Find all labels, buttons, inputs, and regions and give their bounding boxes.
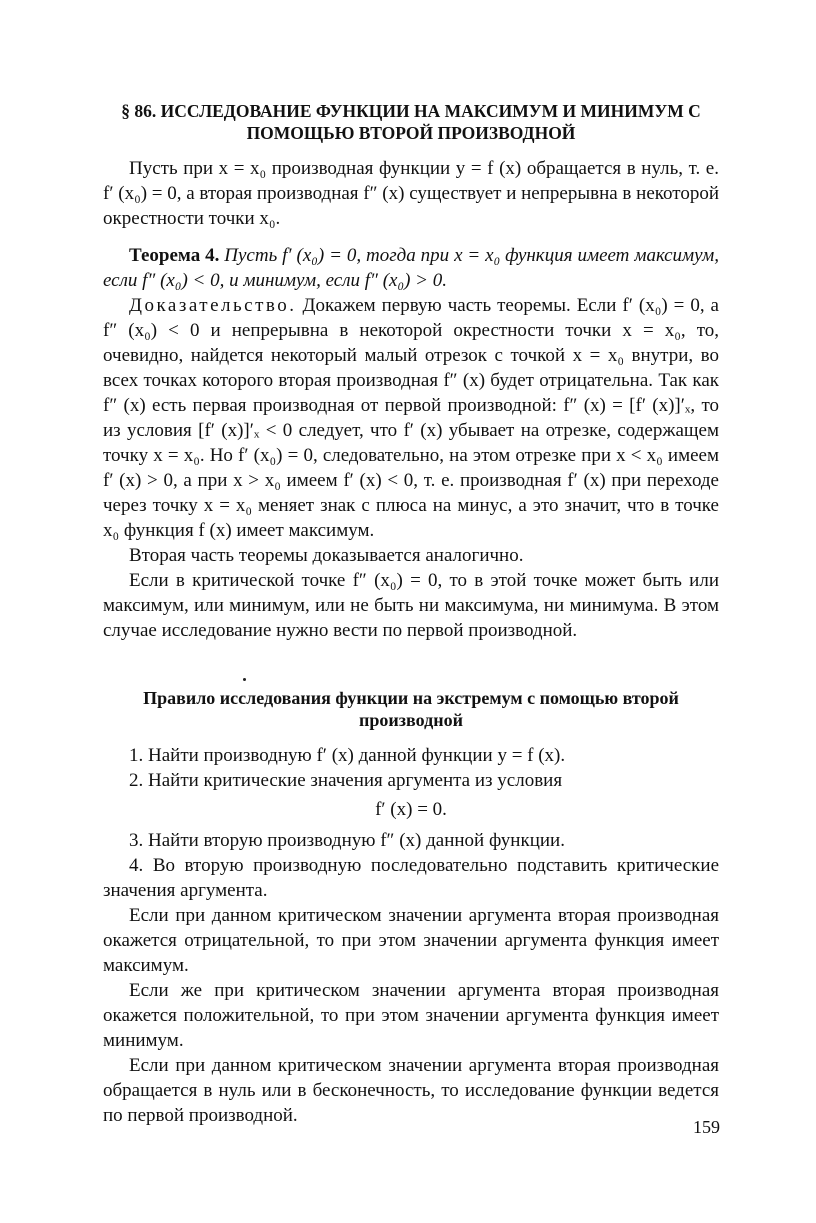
print-speck	[243, 678, 246, 681]
critical-note-paragraph: Если в критической точке f″ (x₀) = 0, то в этой точке может быть или максимум, или минимум, или не быть ни максимума, ни минимума. В этом случае исследование нужно вести по первой производной.	[103, 570, 719, 641]
proof-paragraph	[103, 293, 719, 543]
proof-label: Доказательство.	[129, 295, 297, 316]
theorem-text: Пусть f′ (x₀) = 0, тогда при x = x₀ функция имеет максимум, если f″ (x₀) < 0, и минимум, если f″ (x₀) > 0.	[103, 245, 719, 291]
theorem-paragraph	[103, 243, 719, 293]
rule-step-3: 3. Найти вторую производную f″ (x) данной функции.	[129, 830, 565, 851]
rule-step-2: 2. Найти критические значения аргумента из условия	[129, 770, 563, 791]
rule-case-zero: Если при данном критическом значении аргумента вторая производная обращается в нуль или в бесконечность, то исследование функции ведется по первой производной.	[103, 1055, 719, 1126]
second-part-paragraph: Вторая часть теоремы доказывается аналогично.	[129, 545, 524, 566]
rule-case-positive: Если же при критическом значении аргумента вторая производная окажется положительной, то при этом значении аргумента функция имеет минимум.	[103, 980, 719, 1051]
theorem-label: Теорема 4.	[129, 245, 220, 266]
section-title: § 86. ИССЛЕДОВАНИЕ ФУНКЦИИ НА МАКСИМУМ И МИНИМУМ С ПОМОЩЬЮ ВТОРОЙ ПРОИЗВОДНОЙ	[121, 101, 701, 143]
rule-case-negative: Если при данном критическом значении аргумента вторая производная окажется отрицательной, то при этом значении аргумента функция имеет максимум.	[103, 905, 719, 976]
rule-step-4: 4. Во вторую производную последовательно подставить критические значения аргумента.	[103, 855, 719, 901]
page-number: 159	[693, 1117, 720, 1137]
rule-title: Правило исследования функции на экстремум с помощью второй производной	[143, 688, 679, 730]
proof-text: Докажем первую часть теоремы. Если f′ (x₀) = 0, а f″ (x₀) < 0 и непрерывна в некоторой окрестности точки x = x₀, то, очевидно, найдется некоторый малый отрезок с точкой x = x₀ внутри, во всех точках которого вторая производная f″ (x) будет отрицательна. Так как f″ (x) есть первая производная от первой производной: f″ (x) = [f′ (x)]′ₓ, то из условия [f′ (x)]′ₓ < 0 следует, что f′ (x) убывает на отрезке, содержащем точку x = x₀. Но f′ (x₀) = 0, следовательно, на этом отрезке при x < x₀ имеем f′ (x) > 0, а при x > x₀ имеем f′ (x) < 0, т. е. производная f′ (x) при переходе через точку x = x₀ меняет знак с плюса на минус, а это значит, что в точке x₀ функция f (x) имеет максимум.	[103, 295, 719, 541]
rule-formula: f′ (x) = 0.	[375, 799, 447, 820]
intro-paragraph: Пусть при x = x₀ производная функции y = f (x) обращается в нуль, т. е. f′ (x₀) = 0, а вторая производная f″ (x) существует и непрерывна в некоторой окрестности точки x₀.	[103, 158, 719, 229]
rule-step-1: 1. Найти производную f′ (x) данной функции y = f (x).	[129, 745, 566, 766]
page-content	[103, 100, 719, 1128]
